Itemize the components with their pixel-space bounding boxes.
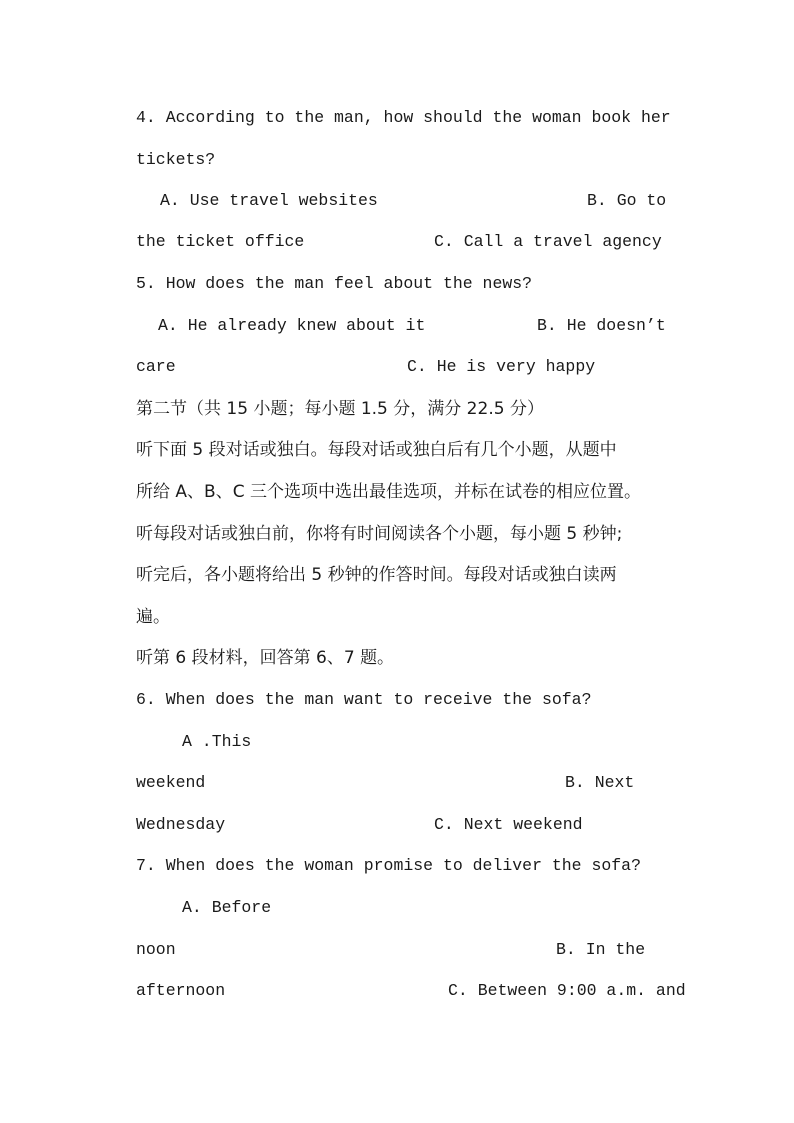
q6-option-a-cont: weekend [136, 773, 206, 792]
q5-option-b: B. He doesn’t [537, 316, 666, 335]
q7-question: 7. When does the woman promise to deliver the sofa? [136, 856, 641, 875]
section2-instruction-line: 听每段对话或独白前，你将有时间阅读各个小题，每小题 5 秒钟; [136, 524, 623, 544]
q4-option-a: A. Use travel websites [160, 191, 378, 210]
q4-question: 4. According to the man, how should the woman book her [136, 108, 671, 127]
section2-instruction-line: 听完后，各小题将给出 5 秒钟的作答时间。每段对话或独白读两 [136, 565, 617, 585]
q6-option-b: B. Next [565, 773, 635, 792]
q4-option-b: B. Go to [587, 191, 667, 210]
section2-instruction-line: 遍。 [136, 607, 170, 627]
q5-option-b-cont: care [136, 357, 176, 376]
q4-option-c: C. Call a travel agency [434, 232, 662, 251]
q6-option-a: A .This [182, 732, 252, 751]
q6-option-b-cont: Wednesday [136, 815, 226, 834]
q7-option-b-cont: afternoon [136, 981, 226, 1000]
q5-option-c: C. He is very happy [407, 357, 596, 376]
q6-option-c: C. Next weekend [434, 815, 583, 834]
material-intro: 听第 6 段材料，回答第 6、7 题。 [136, 648, 395, 668]
q7-option-a-cont: noon [136, 940, 176, 959]
q4-option-b-cont: the ticket office [136, 232, 305, 251]
section2-instruction-line: 所给 A、B、C 三个选项中选出最佳选项，并标在试卷的相应位置。 [136, 482, 641, 502]
q4-question-cont: tickets? [136, 150, 216, 169]
q7-option-a: A. Before [182, 898, 272, 917]
q5-option-a: A. He already knew about it [158, 316, 426, 335]
q7-option-c: C. Between 9:00 a.m. and [448, 981, 686, 1000]
q6-question: 6. When does the man want to receive the sofa? [136, 690, 592, 709]
q5-question: 5. How does the man feel about the news? [136, 274, 533, 293]
section2-header: 第二节（共 15 小题；每小题 1.5 分，满分 22.5 分） [136, 399, 544, 419]
q7-option-b: B. In the [556, 940, 646, 959]
section2-instruction-line: 听下面 5 段对话或独白。每段对话或独白后有几个小题，从题中 [136, 440, 617, 460]
